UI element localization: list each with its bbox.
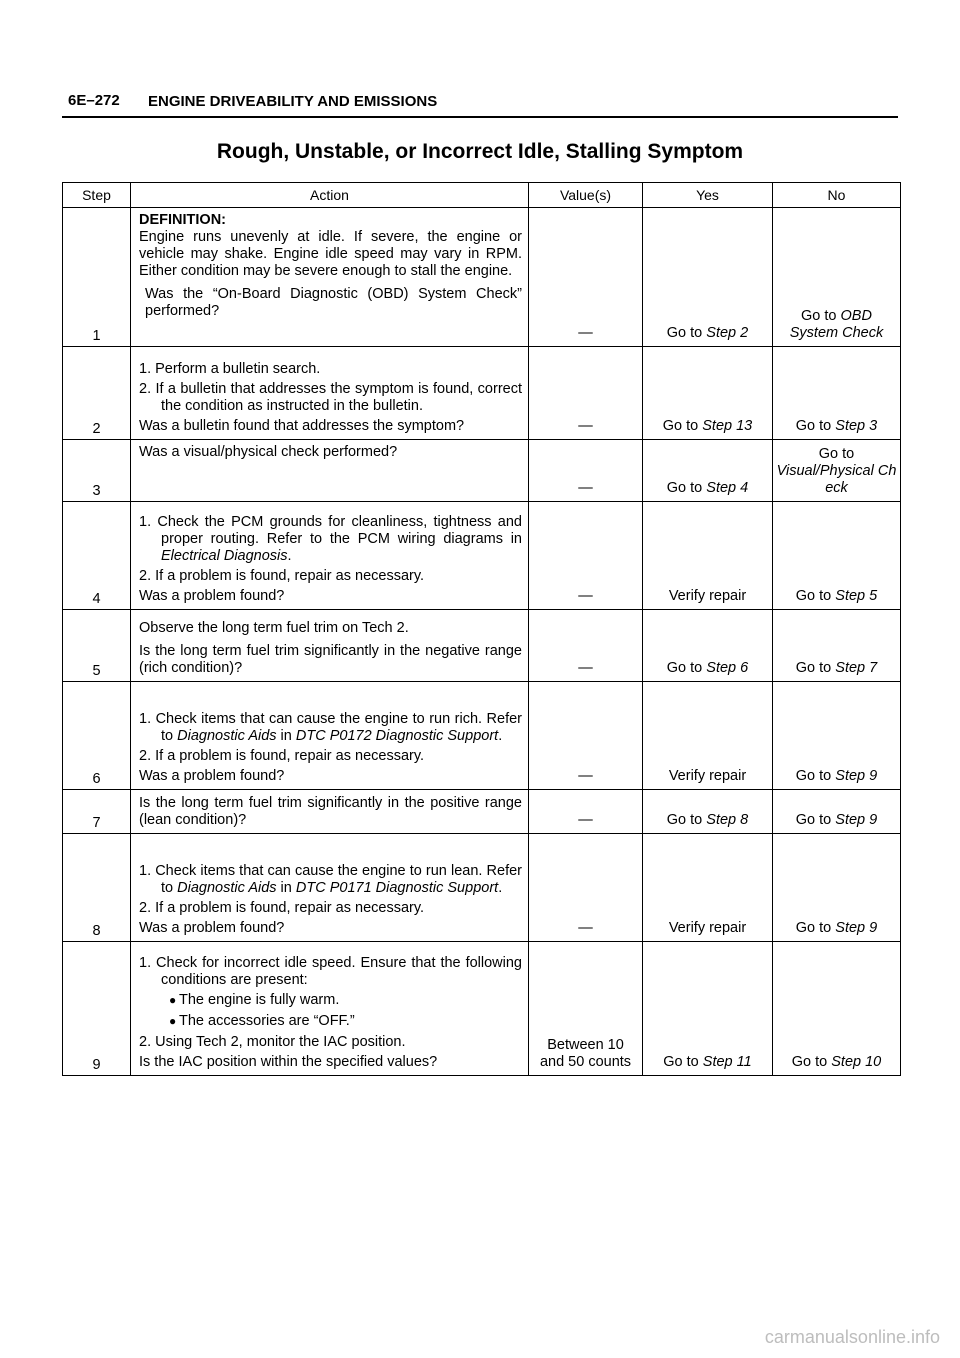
step-number: 5 — [63, 610, 131, 682]
table-row — [63, 834, 901, 942]
table-row — [63, 942, 901, 1076]
value-cell: — — [529, 208, 643, 347]
action-question: Was the “On-Board Diagnostic (OBD) System Check” performed? — [145, 286, 522, 319]
step-number: 8 — [63, 834, 131, 942]
no-cell — [773, 790, 901, 834]
page-number: 6E–272 — [68, 92, 120, 109]
no-prefix: Go to — [795, 418, 836, 434]
column-header-action: Action — [131, 183, 529, 208]
value-cell: — — [529, 502, 643, 610]
no-cell — [773, 440, 901, 502]
table-row — [63, 790, 901, 834]
reference-link[interactable]: DTC P0172 Diagnostic Support — [295, 728, 499, 744]
action-item: 2. If a problem is found, repair as necessary. — [139, 900, 425, 916]
column-header-yes: Yes — [643, 183, 773, 208]
yes-prefix: Go to — [666, 660, 707, 676]
yes-cell: Verify repair — [643, 834, 773, 942]
condition-bullet: ● The accessories are “OFF.” — [169, 1013, 355, 1029]
table-row — [63, 610, 901, 682]
action-question: Is the long term fuel trim significantly in the positive range (lean condition)? — [139, 795, 522, 828]
action-question: Was a bulletin found that addresses the symptom? — [139, 418, 465, 434]
yes-cell — [643, 610, 773, 682]
no-prefix: Go to — [818, 446, 855, 462]
no-step-link[interactable]: Visual/Physical Check — [776, 463, 897, 496]
no-cell — [773, 347, 901, 440]
yes-step-link[interactable]: Step 2 — [706, 325, 749, 341]
step-number: 4 — [63, 502, 131, 610]
yes-cell — [643, 440, 773, 502]
reference-link[interactable]: Electrical Diagnosis — [161, 548, 288, 564]
table-row — [63, 682, 901, 790]
no-prefix: Go to — [795, 920, 836, 936]
action-cell — [131, 942, 529, 1076]
definition-text: Engine runs unevenly at idle. If severe, the engine or vehicle may shake. Engine idle speed may vary in RPM. Either condition may be severe enough to stall the engine. — [139, 229, 522, 279]
yes-step-link[interactable]: Step 4 — [706, 480, 749, 496]
column-header-no: No — [773, 183, 901, 208]
page-header — [62, 90, 898, 118]
reference-link[interactable]: Diagnostic Aids — [177, 728, 277, 744]
action-item: 1. Check the PCM grounds for cleanliness, tightness and proper routing. Refer to the PCM wiring diagrams in Electrical Diagnosis. — [139, 514, 522, 564]
no-cell — [773, 208, 901, 347]
no-step-link[interactable]: Step 9 — [835, 768, 878, 784]
action-item: 2. If a bulletin that addresses the symptom is found, correct the condition as instructed in the bulletin. — [139, 381, 522, 414]
no-step-link[interactable]: Step 10 — [831, 1054, 882, 1070]
step-number: 6 — [63, 682, 131, 790]
definition-title: DEFINITION: — [139, 212, 226, 228]
no-cell — [773, 682, 901, 790]
action-question: Was a problem found? — [139, 768, 285, 784]
no-prefix: Go to — [795, 660, 836, 676]
yes-prefix: Go to — [662, 418, 703, 434]
no-prefix: Go to — [795, 768, 836, 784]
value-cell: — — [529, 347, 643, 440]
table-header-row — [63, 183, 901, 208]
action-question: Is the long term fuel trim significantly in the negative range (rich condition)? — [139, 643, 522, 676]
action-cell — [131, 440, 529, 502]
action-cell — [131, 208, 529, 347]
yes-cell — [643, 208, 773, 347]
action-item: 2. Using Tech 2, monitor the IAC position. — [139, 1034, 406, 1050]
no-prefix: Go to — [795, 812, 836, 828]
yes-cell — [643, 790, 773, 834]
yes-cell: Verify repair — [643, 682, 773, 790]
condition-bullet: ● The engine is fully warm. — [169, 992, 340, 1008]
no-prefix: Go to — [791, 1054, 832, 1070]
no-step-link[interactable]: Step 5 — [835, 588, 878, 604]
no-prefix: Go to — [795, 588, 836, 604]
no-step-link[interactable]: Step 7 — [835, 660, 878, 676]
action-item: Observe the long term fuel trim on Tech 2. — [139, 620, 409, 636]
column-header-step: Step — [63, 183, 131, 208]
table-row — [63, 208, 901, 347]
action-question: Was a problem found? — [139, 920, 285, 936]
yes-prefix: Go to — [663, 1054, 703, 1070]
action-cell — [131, 610, 529, 682]
no-cell — [773, 502, 901, 610]
table-row — [63, 347, 901, 440]
step-number: 7 — [63, 790, 131, 834]
yes-step-link[interactable]: Step 11 — [702, 1054, 752, 1070]
action-question: Is the IAC position within the specified values? — [139, 1054, 438, 1070]
section-title: ENGINE DRIVEABILITY AND EMISSIONS — [148, 93, 438, 110]
action-question: Was a problem found? — [139, 588, 285, 604]
table-row — [63, 502, 901, 610]
step-number: 3 — [63, 440, 131, 502]
yes-cell: Verify repair — [643, 502, 773, 610]
yes-step-link[interactable]: Step 8 — [706, 812, 749, 828]
action-cell — [131, 347, 529, 440]
no-cell — [773, 610, 901, 682]
action-item: 1. Check items that can cause the engine to run lean. Refer to Diagnostic Aids in DTC P0171 Diagnostic Support. — [139, 863, 522, 896]
no-step-link[interactable]: Step 3 — [835, 418, 878, 434]
no-step-link[interactable]: OBD System Check — [789, 308, 884, 341]
no-cell — [773, 834, 901, 942]
value-cell: — — [529, 682, 643, 790]
value-cell: Between 10 and 50 counts — [529, 942, 643, 1076]
step-number: 2 — [63, 347, 131, 440]
value-cell: — — [529, 834, 643, 942]
action-cell — [131, 790, 529, 834]
action-item: 2. If a problem is found, repair as necessary. — [139, 748, 425, 764]
action-question: Was a visual/physical check performed? — [139, 444, 398, 460]
value-cell: — — [529, 440, 643, 502]
yes-prefix: Go to — [666, 325, 707, 341]
watermark: carmanualsonline.info — [764, 1327, 940, 1347]
reference-link[interactable]: DTC P0171 Diagnostic Support — [295, 880, 499, 896]
yes-prefix: Go to — [666, 480, 707, 496]
no-step-link[interactable]: Step 9 — [835, 920, 878, 936]
no-cell — [773, 942, 901, 1076]
reference-link[interactable]: Diagnostic Aids — [177, 880, 277, 896]
yes-cell — [643, 942, 773, 1076]
value-cell: — — [529, 790, 643, 834]
diagnostic-table — [62, 182, 901, 1076]
action-cell — [131, 834, 529, 942]
step-number: 9 — [63, 942, 131, 1076]
table-row — [63, 440, 901, 502]
page-title: Rough, Unstable, or Incorrect Idle, Stalling Symptom — [216, 140, 744, 163]
action-item: 1. Perform a bulletin search. — [139, 361, 321, 377]
no-prefix: Go to — [801, 308, 841, 324]
action-cell — [131, 502, 529, 610]
bullet-icon: ● — [169, 1014, 177, 1028]
value-cell: — — [529, 610, 643, 682]
column-header-values: Value(s) — [529, 183, 643, 208]
yes-step-link[interactable]: Step 13 — [702, 418, 753, 434]
action-item: 1. Check items that can cause the engine to run rich. Refer to Diagnostic Aids in DTC P0172 Diagnostic Support. — [139, 711, 522, 744]
bullet-icon: ● — [169, 993, 177, 1007]
step-number: 1 — [63, 208, 131, 347]
yes-prefix: Go to — [666, 812, 707, 828]
yes-cell — [643, 347, 773, 440]
no-step-link[interactable]: Step 9 — [835, 812, 878, 828]
action-cell — [131, 682, 529, 790]
action-item: 1. Check for incorrect idle speed. Ensure that the following conditions are present: — [139, 955, 522, 988]
yes-step-link[interactable]: Step 6 — [706, 660, 749, 676]
action-item: 2. If a problem is found, repair as necessary. — [139, 568, 425, 584]
